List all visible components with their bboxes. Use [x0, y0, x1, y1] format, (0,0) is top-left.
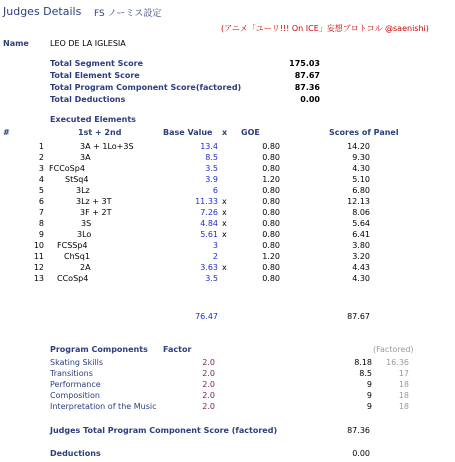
goe-value: 0.80 — [262, 208, 280, 217]
component-factored: 18 — [398, 380, 409, 389]
component-name: Interpretation of the Music — [50, 402, 157, 411]
panel-score: 5.64 — [352, 219, 370, 228]
base-value: 2 — [212, 252, 218, 261]
goe-value: 0.80 — [262, 263, 280, 272]
judges-total-value: 87.36 — [347, 426, 370, 435]
panel-score: 6.80 — [352, 186, 370, 195]
element-code: 2A — [80, 263, 91, 272]
panel-score: 6.41 — [352, 230, 370, 239]
page-title: Judges Details — [3, 5, 82, 18]
element-code: 3S — [81, 219, 92, 228]
x-mark: x — [222, 208, 227, 217]
element-code: StSq4 — [65, 175, 89, 184]
elements-title: Executed Elements — [50, 115, 136, 124]
goe-value: 0.80 — [262, 230, 280, 239]
component-name: Transitions — [50, 369, 93, 378]
base-value: 3 — [212, 241, 218, 250]
x-mark: x — [222, 263, 227, 272]
panel-score: 8.06 — [352, 208, 370, 217]
component-name: Performance — [50, 380, 101, 389]
base-value: 13.4 — [200, 142, 218, 151]
element-code: ChSq1 — [64, 252, 90, 261]
goe-value: 0.80 — [262, 274, 280, 283]
element-code: FCSSp4 — [57, 241, 88, 250]
element-code: 3A — [80, 153, 91, 162]
element-number: 7 — [38, 208, 44, 217]
element-number: 12 — [33, 263, 44, 272]
goe-value: 0.80 — [262, 164, 280, 173]
col-number-header: # — [3, 128, 10, 137]
base-value: 3.63 — [200, 263, 218, 272]
element-number: 1 — [38, 142, 44, 151]
deductions-label: Deductions — [50, 449, 101, 458]
component-name: Skating Skills — [50, 358, 104, 367]
component-factored: 18 — [398, 391, 409, 400]
panel-score: 14.20 — [347, 142, 370, 151]
element-code: 3Lz + 3T — [76, 197, 112, 206]
goe-value: 0.80 — [262, 142, 280, 151]
component-name: Composition — [50, 391, 100, 400]
component-factor: 2.0 — [202, 391, 215, 400]
credit-text: (アニメ「ユーリ!!! On ICE」妄想プロトコル @saenishi) — [221, 24, 429, 33]
element-code: 3F + 2T — [80, 208, 112, 217]
element-code: 3Lz — [76, 186, 90, 195]
element-number: 10 — [33, 241, 44, 250]
x-mark: x — [222, 197, 227, 206]
element-number: 11 — [33, 252, 44, 261]
col-element-header: 1st + 2nd — [78, 128, 122, 137]
base-value: 3.9 — [205, 175, 218, 184]
components-title: Program Components — [50, 345, 148, 354]
deductions-value: 0.00 — [352, 449, 370, 458]
panel-score: 5.10 — [352, 175, 370, 184]
factor-header: Factor — [163, 345, 192, 354]
goe-value: 0.80 — [262, 197, 280, 206]
base-value: 5.61 — [200, 230, 218, 239]
component-score: 9 — [366, 402, 372, 411]
panel-score: 3.80 — [352, 241, 370, 250]
total-value: 175.03 — [289, 59, 320, 68]
base-value-total: 76.47 — [195, 312, 218, 321]
component-score: 8.5 — [359, 369, 372, 378]
total-label: Total Deductions — [50, 95, 126, 104]
component-score: 8.18 — [354, 358, 372, 367]
component-factored: 18 — [398, 402, 409, 411]
component-factored: 17 — [398, 369, 409, 378]
component-score: 9 — [366, 380, 372, 389]
goe-value: 0.80 — [262, 241, 280, 250]
element-code: 3A + 1Lo+3S — [80, 142, 134, 151]
goe-value: 1.20 — [262, 175, 280, 184]
element-code: 3Lo — [77, 230, 92, 239]
total-label: Total Element Score — [50, 71, 140, 80]
total-label: Total Program Component Score(factored) — [50, 83, 242, 92]
element-number: 4 — [38, 175, 44, 184]
component-score: 9 — [366, 391, 372, 400]
total-value: 87.36 — [294, 83, 320, 92]
segment-label: FS ノーミス設定 — [94, 9, 162, 19]
component-factor: 2.0 — [202, 358, 215, 367]
col-scores-header: Scores of Panel — [329, 128, 399, 137]
x-mark: x — [222, 219, 227, 228]
total-value: 87.67 — [294, 71, 320, 80]
element-number: 3 — [38, 164, 44, 173]
component-factor: 2.0 — [202, 369, 215, 378]
component-factor: 2.0 — [202, 402, 215, 411]
total-label: Total Segment Score — [50, 59, 143, 68]
col-base-header: Base Value — [163, 128, 213, 137]
base-value: 6 — [212, 186, 218, 195]
goe-value: 0.80 — [262, 186, 280, 195]
component-factored: 16.36 — [386, 358, 409, 367]
element-number: 9 — [38, 230, 44, 239]
panel-score: 3.20 — [352, 252, 370, 261]
panel-score: 4.30 — [352, 274, 370, 283]
base-value: 3.5 — [205, 164, 218, 173]
skater-name: LEO DE LA IGLESIA — [50, 39, 126, 48]
judges-total-label: Judges Total Program Component Score (factored) — [50, 426, 278, 435]
name-label: Name — [3, 39, 29, 48]
base-value: 4.84 — [200, 219, 218, 228]
goe-value: 1.20 — [262, 252, 280, 261]
col-goe-header: GOE — [241, 128, 260, 137]
panel-score-total: 87.67 — [347, 312, 370, 321]
element-code: FCCoSp4 — [49, 164, 85, 173]
element-number: 2 — [38, 153, 44, 162]
base-value: 3.5 — [205, 274, 218, 283]
base-value: 7.26 — [200, 208, 218, 217]
panel-score: 4.43 — [352, 263, 370, 272]
component-factor: 2.0 — [202, 380, 215, 389]
goe-value: 0.80 — [262, 219, 280, 228]
panel-score: 12.13 — [347, 197, 370, 206]
element-number: 6 — [38, 197, 44, 206]
base-value: 11.33 — [195, 197, 218, 206]
base-value: 8.5 — [205, 153, 218, 162]
panel-score: 9.30 — [352, 153, 370, 162]
panel-score: 4.30 — [352, 164, 370, 173]
element-number: 13 — [33, 274, 44, 283]
col-x-header: x — [222, 128, 228, 137]
factored-header: (Factored) — [373, 345, 414, 354]
element-number: 8 — [38, 219, 44, 228]
element-code: CCoSp4 — [57, 274, 89, 283]
goe-value: 0.80 — [262, 153, 280, 162]
element-number: 5 — [38, 186, 44, 195]
x-mark: x — [222, 230, 227, 239]
total-value: 0.00 — [300, 95, 320, 104]
